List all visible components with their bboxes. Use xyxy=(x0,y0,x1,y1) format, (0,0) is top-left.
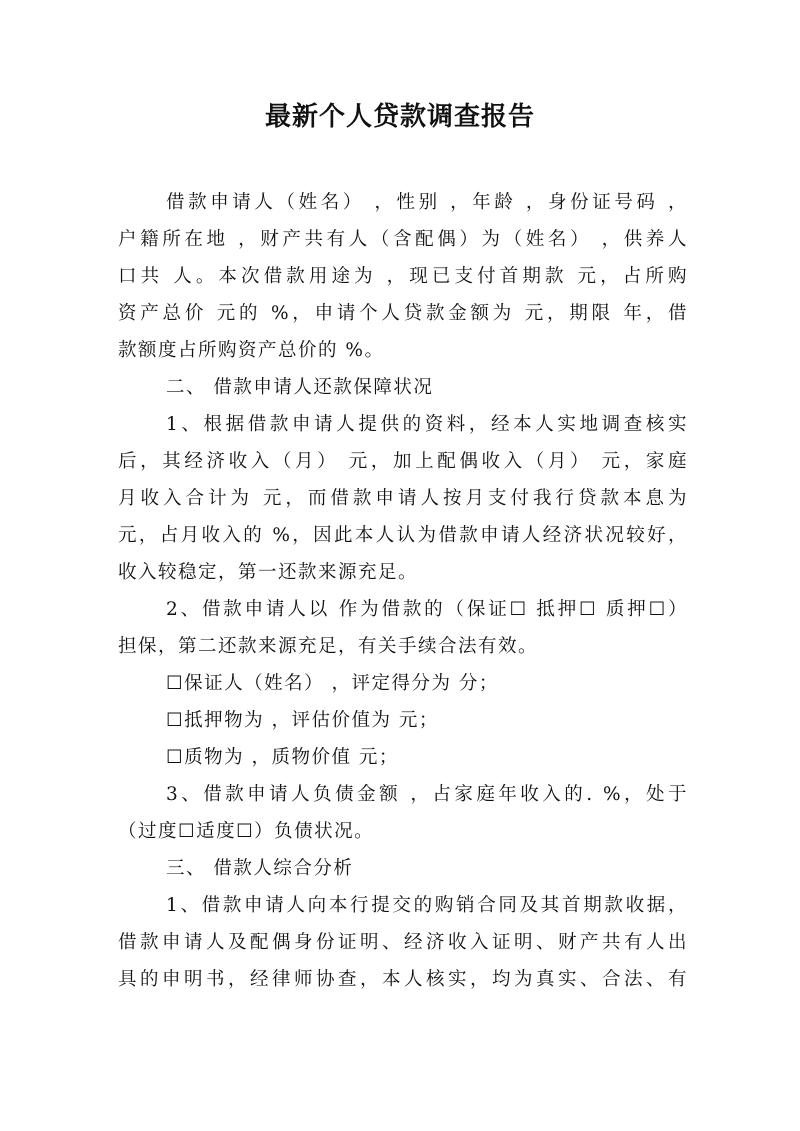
checkbox-line-guarantor: ☐保证人（姓名） ，评定得分为 分； xyxy=(166,673,499,694)
paragraph-line: 具的申明书，经律师协查，本人核实，均为真实、合法、有 xyxy=(118,969,688,990)
section-heading: 二、 借款申请人还款保障状况 xyxy=(166,377,434,398)
paragraph-line: 2、借款申请人以 作为借款的（保证☐ 抵押☐ 质押☐） xyxy=(166,599,688,620)
paragraph-line: 款额度占所购资产总价的 %。 xyxy=(118,340,385,361)
paragraph-line: 1、根据借款申请人提供的资料，经本人实地调查核实 xyxy=(166,414,688,435)
paragraph-line: 月收入合计为 元，而借款申请人按月支付我行贷款本息为 xyxy=(118,488,688,509)
checkbox-line-pledge: ☐质物为 ，质物价值 元； xyxy=(166,747,399,768)
paragraph-line: 1、借款申请人向本行提交的购销合同及其首期款收据， xyxy=(166,895,688,916)
paragraph-line: 资产总价 元的 %，申请个人贷款金额为 元，期限 年，借 xyxy=(118,303,688,324)
paragraph-line: 借款申请人（姓名） ，性别 ，年龄 ，身份证号码 ， xyxy=(166,192,688,213)
paragraph-line: 后，其经济收入（月） 元，加上配偶收入（月） 元，家庭 xyxy=(118,451,688,472)
paragraph-line: 口共 人。本次借款用途为 ，现已支付首期款 元，占所购 xyxy=(118,266,688,287)
checkbox-line-collateral: ☐抵押物为 ，评估价值为 元； xyxy=(166,710,439,731)
paragraph-line: 户籍所在地 ，财产共有人（含配偶）为（姓名） ，供养人 xyxy=(118,229,688,250)
section-heading: 三、 借款人综合分析 xyxy=(166,858,354,879)
document-body xyxy=(118,184,688,998)
paragraph-line: 3、借款申请人负债金额 ，占家庭年收入的. %，处于 xyxy=(166,784,688,805)
paragraph-line: 担保，第二还款来源充足，有关手续合法有效。 xyxy=(118,636,539,657)
document-title: 最新个人贷款调查报告 xyxy=(264,102,535,132)
paragraph-line: 收入较稳定，第一还款来源充足。 xyxy=(118,562,419,583)
paragraph-line: 借款申请人及配偶身份证明、经济收入证明、财产共有人出 xyxy=(118,932,688,953)
paragraph-line: （过度☐适度☐）负债状况。 xyxy=(118,821,375,842)
paragraph-line: 元，占月收入的 %，因此本人认为借款申请人经济状况较好， xyxy=(118,525,688,546)
